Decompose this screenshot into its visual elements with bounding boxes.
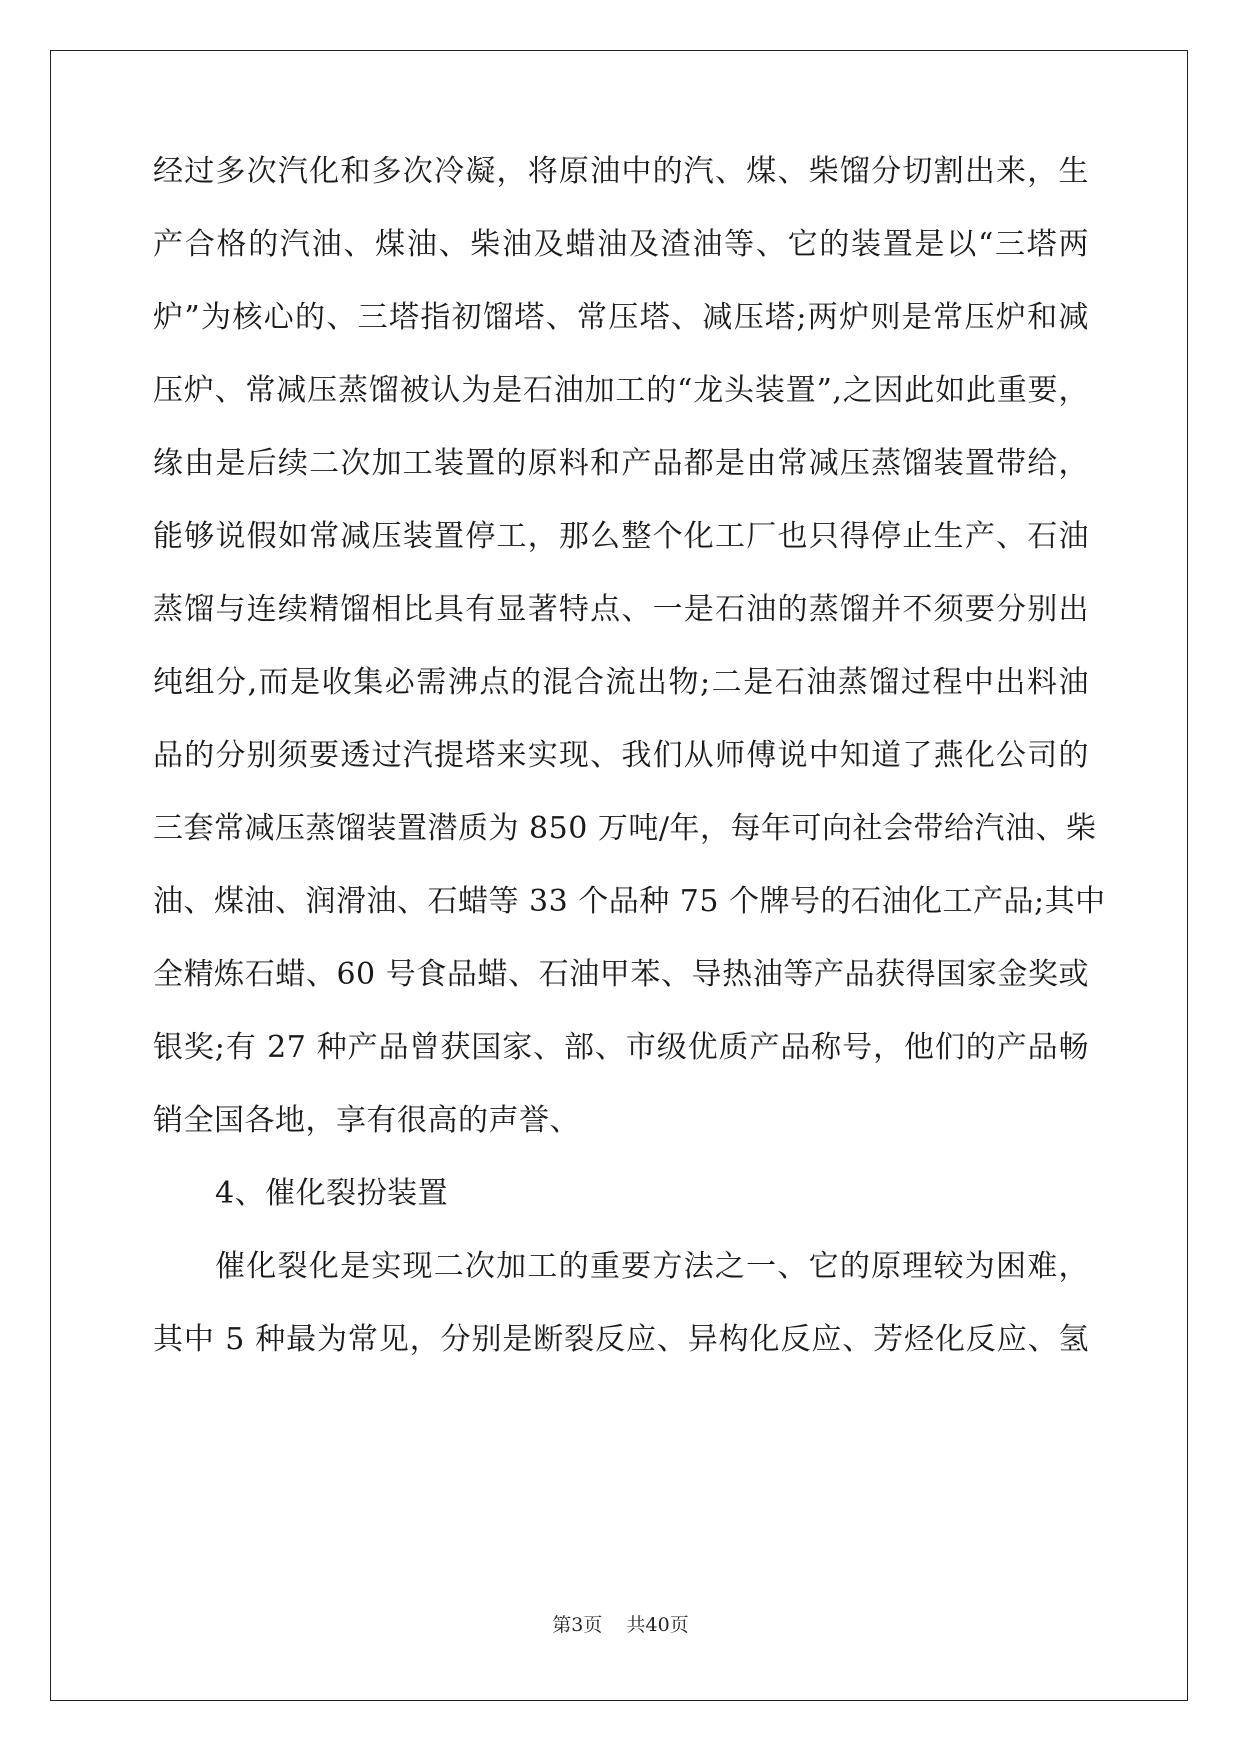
text-line: 全精炼石蜡、60 号食品蜡、石油甲苯、导热油等产品获得国家金奖或 bbox=[153, 957, 1089, 992]
text-line: 蒸馏与连续精馏相比具有显著特点、一是石油的蒸馏并不须要分别出 bbox=[153, 592, 1089, 627]
page-footer bbox=[0, 1613, 1241, 1637]
text-line: 销全国各地，享有很高的声誉、 bbox=[153, 1103, 580, 1138]
text-line: 其中 5 种最为常见，分别是断裂反应、异构化反应、芳烃化反应、氢 bbox=[153, 1322, 1089, 1357]
text-line: 产合格的汽油、煤油、柴油及蜡油及渣油等、它的装置是以“三塔两 bbox=[153, 227, 1089, 262]
text-line: 银奖;有 27 种产品曾获国家、部、市级优质产品称号，他们的产品畅 bbox=[153, 1030, 1089, 1065]
page-number: 第3页 bbox=[552, 1614, 603, 1636]
paragraph-first-line: 催化裂化是实现二次加工的重要方法之一、它的原理较为困难， bbox=[215, 1249, 1089, 1284]
text-line: 经过多次汽化和多次冷凝，将原油中的汽、煤、柴馏分切割出来，生 bbox=[153, 154, 1089, 189]
text-line: 炉”为核心的、三塔指初馏塔、常压塔、减压塔;两炉则是常压炉和减 bbox=[153, 300, 1089, 335]
text-line: 三套常减压蒸馏装置潜质为 850 万吨/年，每年可向社会带给汽油、柴 bbox=[153, 811, 1097, 846]
section-heading: 4、催化裂扮装置 bbox=[215, 1176, 449, 1211]
text-line: 品的分别须要透过汽提塔来实现、我们从师傅说中知道了燕化公司的 bbox=[153, 738, 1089, 773]
text-line: 纯组分,而是收集必需沸点的混合流出物;二是石油蒸馏过程中出料油 bbox=[153, 665, 1089, 700]
text-line: 能够说假如常减压装置停工，那么整个化工厂也只得停止生产、石油 bbox=[153, 519, 1089, 554]
text-line: 缘由是后续二次加工装置的原料和产品都是由常减压蒸馏装置带给， bbox=[153, 446, 1089, 481]
text-line: 压炉、常减压蒸馏被认为是石油加工的“龙头装置”,之因此如此重要， bbox=[153, 373, 1089, 408]
text-line: 油、煤油、润滑油、石蜡等 33 个品种 75 个牌号的石油化工产品;其中 bbox=[153, 884, 1106, 919]
page-total: 共40页 bbox=[626, 1614, 689, 1636]
